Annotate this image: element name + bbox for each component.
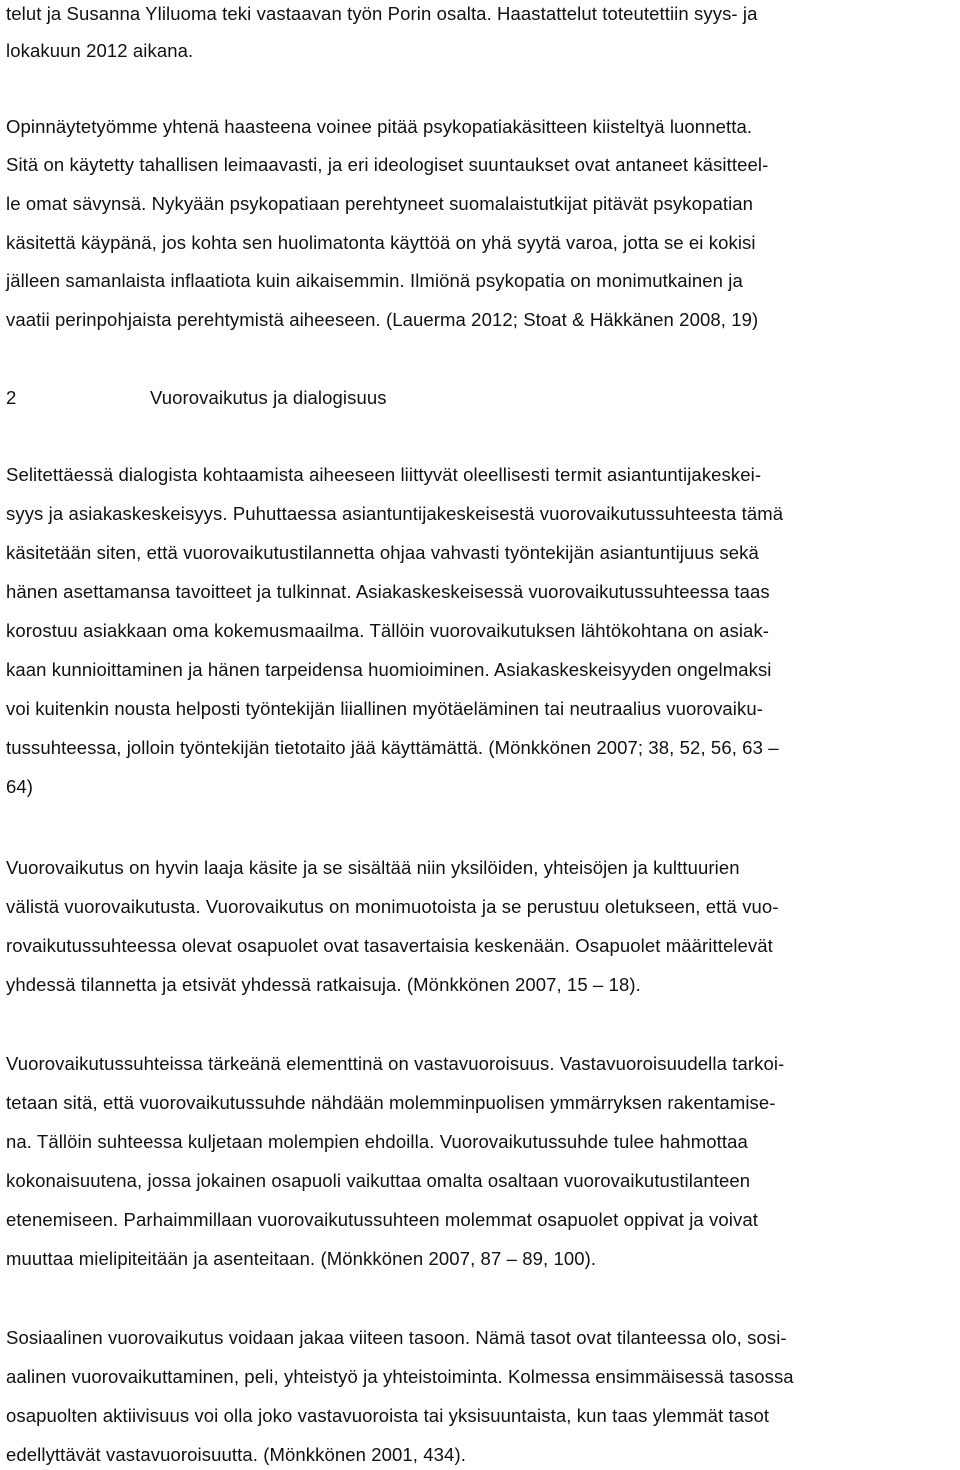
text-line: Sitä on käytetty tahallisen leimaavasti, ja eri ideologiset suuntaukset ovat antaneet käsitteel- [6,154,769,175]
text-line: yhdessä tilannetta ja etsivät yhdessä ratkaisuja. (Mönkkönen 2007, 15 – 18). [6,974,641,995]
text-line: osapuolten aktiivisuus voi olla joko vastavuoroista tai yksisuuntaista, kun taas ylemmät tasot [6,1405,770,1426]
section-number: 2 [6,387,17,408]
text-line: lokakuun 2012 aikana. [6,40,194,61]
text-line: Vuorovaikutussuhteissa tärkeänä elementtinä on vastavuoroisuus. Vastavuoroisuudella tarkoi- [6,1053,785,1074]
text-line: välistä vuorovaikutusta. Vuorovaikutus on monimuotoista ja se perustuu oletukseen, että vuo- [6,896,779,917]
text-line: tussuhteessa, jolloin työntekijän tietotaito jää käyttämättä. (Mönkkönen 2007; 38, 52, 56, 63 – [6,737,779,758]
text-line: aalinen vuorovaikuttaminen, peli, yhteistyö ja yhteistoiminta. Kolmessa ensimmäisessä tasossa [6,1366,794,1387]
text-line: korostuu asiakkaan oma kokemusmaailma. Tällöin vuorovaikutuksen lähtökohtana on asiak- [6,620,770,641]
section-heading [6,383,954,413]
text-line: käsitettä käypänä, jos kohta sen huolimatonta käyttöä on yhä syytä varoa, jotta se ei kokisi [6,232,756,253]
text-line: etenemiseen. Parhaimmillaan vuorovaikutussuhteen molemmat osapuolet oppivat ja voivat [6,1209,758,1230]
section-title: Vuorovaikutus ja dialogisuus [150,387,387,408]
text-line: muuttaa mielipiteitään ja asenteitaan. (Mönkkönen 2007, 87 – 89, 100). [6,1248,597,1269]
text-line: 64) [6,776,34,797]
text-line: le omat sävynsä. Nykyään psykopatiaan perehtyneet suomalaistutkijat pitävät psykopatian [6,193,754,214]
text-line: Sosiaalinen vuorovaikutus voidaan jakaa viiteen tasoon. Nämä tasot ovat tilanteessa olo, sosi- [6,1327,787,1348]
text-line: telut ja Susanna Yliluoma teki vastaavan työn Porin osalta. Haastattelut toteutettiin syys- ja [6,3,758,24]
text-line: Vuorovaikutus on hyvin laaja käsite ja se sisältää niin yksilöiden, yhteisöjen ja kulttuurien [6,857,740,878]
text-line: voi kuitenkin nousta helposti työntekijän liiallinen myötäeläminen tai neutraalius vuorovaiku- [6,698,764,719]
text-line: edellyttävät vastavuoroisuutta. (Mönkkönen 2001, 434). [6,1444,466,1465]
text-line: na. Tällöin suhteessa kuljetaan molempien ehdoilla. Vuorovaikutussuhde tulee hahmottaa [6,1131,748,1152]
text-line: rovaikutussuhteessa olevat osapuolet ovat tasavertaisia keskenään. Osapuolet määrittelevät [6,935,773,956]
text-line: Opinnäytetyömme yhtenä haasteena voinee pitää psykopatiakäsitteen kiisteltyä luonnetta. [6,116,753,137]
text-line: kaan kunnioittaminen ja hänen tarpeidensa huomioiminen. Asiakaskeskeisyyden ongelmaksi [6,659,772,680]
text-line: syys ja asiakaskeskeisyys. Puhuttaessa asiantuntijakeskeisestä vuorovaikutussuhteesta tämä [6,503,784,524]
text-line: Selitettäessä dialogista kohtaamista aiheeseen liittyvät oleellisesti termit asiantuntijakeskei- [6,464,762,485]
text-line: jälleen samanlaista inflaatiota kuin aikaisemmin. Ilmiönä psykopatia on monimutkainen ja [6,270,743,291]
text-line: kokonaisuutena, jossa jokainen osapuoli vaikuttaa omalta osaltaan vuorovaikutustilanteen [6,1170,751,1191]
text-line: hänen asettamansa tavoitteet ja tulkinnat. Asiakaskeskeisessä vuorovaikutussuhteessa taas [6,581,770,602]
text-line: tetaan sitä, että vuorovaikutussuhde nähdään molemminpuolisen ymmärryksen rakentamise- [6,1092,776,1113]
text-line: käsitetään siten, että vuorovaikutustilannetta ohjaa vahvasti työntekijän asiantuntijuus sekä [6,542,759,563]
text-line: vaatii perinpohjaista perehtymistä aiheeseen. (Lauerma 2012; Stoat & Häkkänen 2008, 19) [6,309,759,330]
